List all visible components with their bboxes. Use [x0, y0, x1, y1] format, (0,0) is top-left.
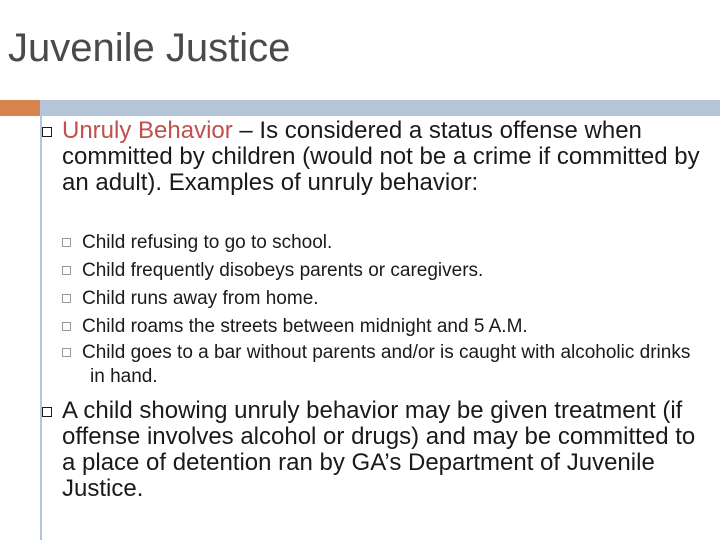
slide-title: Juvenile Justice	[8, 26, 291, 70]
sub-bullet-3	[82, 285, 700, 312]
sub-bullet-4	[82, 313, 700, 340]
sub-bullet-box-icon	[62, 294, 71, 303]
sub-bullet-5	[82, 341, 700, 389]
sub-bullet-box-icon	[62, 238, 71, 247]
sub-bullet-box-icon	[62, 322, 71, 331]
title-accent-bar-blue	[40, 100, 720, 116]
title-accent-bar-orange	[0, 100, 40, 116]
bullet-1-box-icon	[42, 127, 52, 137]
sub-bullet-1-text: Child refusing to go to school.	[82, 232, 333, 253]
bullet-2-text: A child showing unruly behavior may be given treatment (if offense involves alcohol or drugs) and may be committed to a place of detention ran by GA’s Department of Juvenile Justice.	[62, 397, 696, 502]
bullet-2-box-icon	[42, 407, 52, 417]
bullet-1	[62, 118, 702, 196]
sub-bullet-3-text: Child runs away from home.	[82, 288, 319, 309]
slide-left-rule	[40, 116, 42, 540]
sub-bullet-4-text: Child roams the streets between midnight and 5 A.M.	[82, 316, 528, 337]
sub-bullet-box-icon	[62, 348, 71, 357]
bullet-1-text: – Is considered a status offense when committed by children (would not be a crime if committed by an adult). Examples of unruly behavior:	[62, 117, 700, 196]
bullet-1-term: Unruly Behavior	[62, 117, 233, 144]
bullet-2	[62, 398, 702, 502]
sub-bullet-box-icon	[62, 266, 71, 275]
sub-bullet-5-text: Child goes to a bar without parents and/or is caught with alcoholic drinks in hand.	[82, 342, 691, 387]
sub-bullet-1	[82, 229, 700, 256]
sub-bullet-2-text: Child frequently disobeys parents or caregivers.	[82, 260, 484, 281]
sub-bullet-2	[82, 257, 700, 284]
